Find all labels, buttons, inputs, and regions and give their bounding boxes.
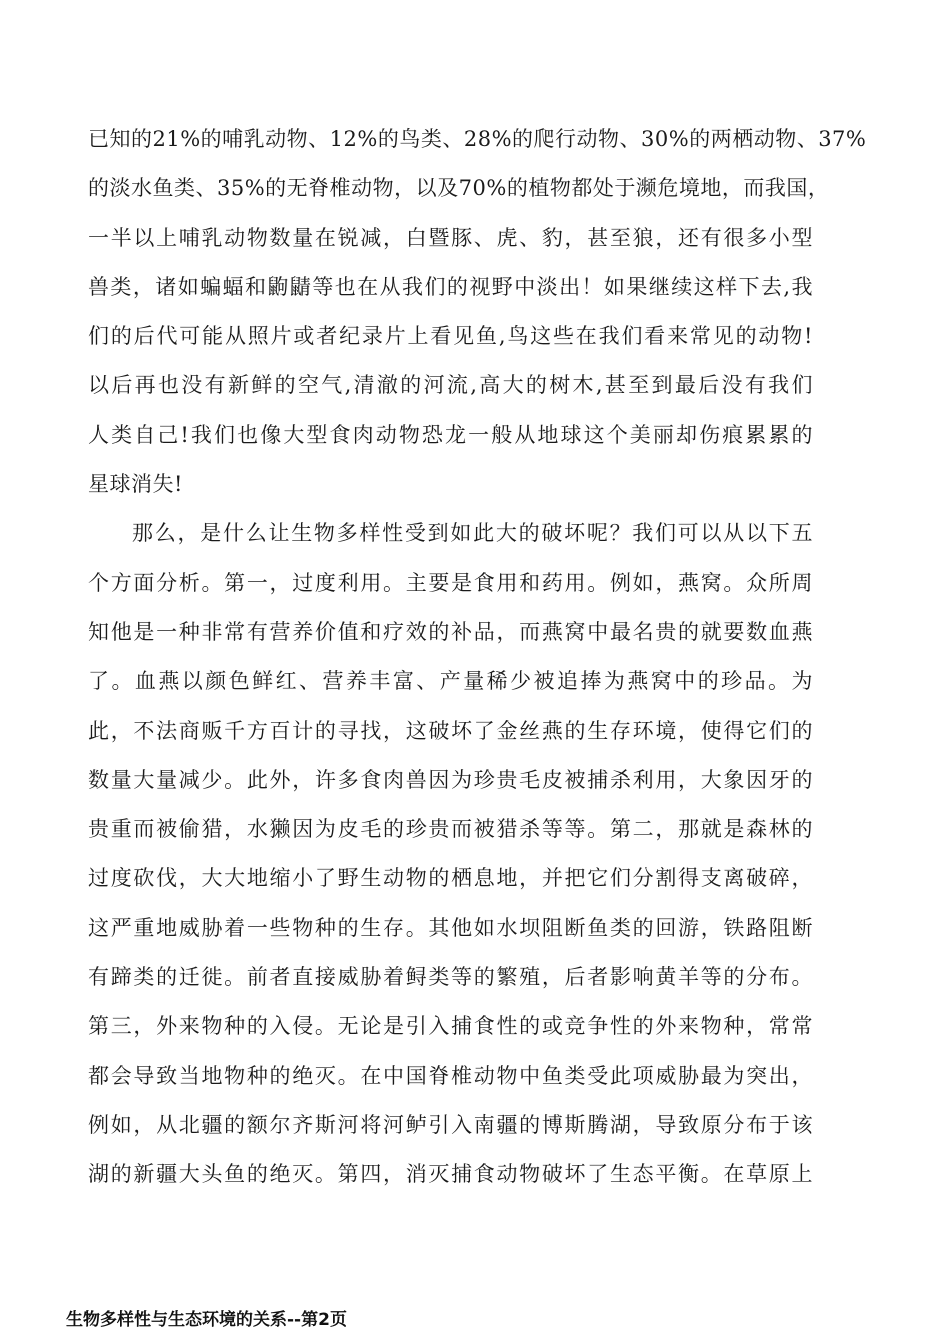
paragraph-1-line-4: 兽类，诸如蝙蝠和鼩鼱等也在从我们的视野中淡出！如果继续这样下去,我 <box>88 274 813 299</box>
body-text <box>88 115 867 1200</box>
paragraph-1-line-1: 已知的21%的哺乳动物、12%的鸟类、28%的爬行动物、30%的两栖动物、37% <box>88 127 867 151</box>
paragraph-2-line-9: 这严重地威胁着一些物种的生存。其他如水坝阻断鱼类的回游，铁路阻断 <box>88 915 813 940</box>
paragraph-1-line-7: 人类自己!我们也像大型食肉动物恐龙一般从地球这个美丽却伤痕累累的 <box>88 422 813 447</box>
paragraph-2-line-5: 此，不法商贩千方百计的寻找，这破坏了金丝燕的生存环境，使得它们的 <box>88 718 813 743</box>
paragraph-2-line-3: 知他是一种非常有营养价值和疗效的补品，而燕窝中最名贵的就要数血燕 <box>88 619 813 644</box>
paragraph-1-line-8: 星球消失! <box>88 472 183 497</box>
paragraph-2-line-10: 有蹄类的迁徙。前者直接威胁着鲟类等的繁殖，后者影响黄羊等的分布。 <box>88 965 813 990</box>
paragraph-2-line-14: 湖的新疆大头鱼的绝灭。第四，消灭捕食动物破坏了生态平衡。在草原上 <box>88 1162 813 1187</box>
paragraph-2-line-12: 都会导致当地物种的绝灭。在中国脊椎动物中鱼类受此项威胁最为突出， <box>88 1063 813 1088</box>
page-footer: 生物多样性与生态环境的关系--第2页 <box>66 1310 347 1330</box>
paragraph-1-line-5: 们的后代可能从照片或者纪录片上看见鱼,鸟这些在我们看来常见的动物! <box>88 324 813 349</box>
paragraph-2-line-6: 数量大量减少。此外，许多食肉兽因为珍贵毛皮被捕杀利用，大象因牙的 <box>88 767 813 792</box>
paragraph-2-line-8: 过度砍伐，大大地缩小了野生动物的栖息地，并把它们分割得支离破碎， <box>88 866 813 891</box>
paragraph-1-line-2: 的淡水鱼类、35%的无脊椎动物，以及70%的植物都处于濒危境地，而我国， <box>88 176 830 201</box>
paragraph-2-line-1: 那么，是什么让生物多样性受到如此大的破坏呢？我们可以从以下五 <box>132 521 813 546</box>
paragraph-1-line-3: 一半以上哺乳动物数量在锐减，白暨豚、虎、豹，甚至狼，还有很多小型 <box>88 225 813 250</box>
paragraph-2-line-2: 个方面分析。第一，过度利用。主要是食用和药用。例如，燕窝。众所周 <box>88 570 813 595</box>
paragraph-1-line-6: 以后再也没有新鲜的空气,清澈的河流,高大的树木,甚至到最后没有我们 <box>88 373 813 398</box>
paragraph-2-line-4: 了。血燕以颜色鲜红、营养丰富、产量稀少被追捧为燕窝中的珍品。为 <box>88 669 813 694</box>
paragraph-2-line-7: 贵重而被偷猎，水獭因为皮毛的珍贵而被猎杀等等。第二，那就是森林的 <box>88 817 813 842</box>
paragraph-2-line-11: 第三，外来物种的入侵。无论是引入捕食性的或竞争性的外来物种，常常 <box>88 1014 813 1039</box>
paragraph-2-line-13: 例如，从北疆的额尔齐斯河将河鲈引入南疆的博斯腾湖，导致原分布于该 <box>88 1112 813 1137</box>
